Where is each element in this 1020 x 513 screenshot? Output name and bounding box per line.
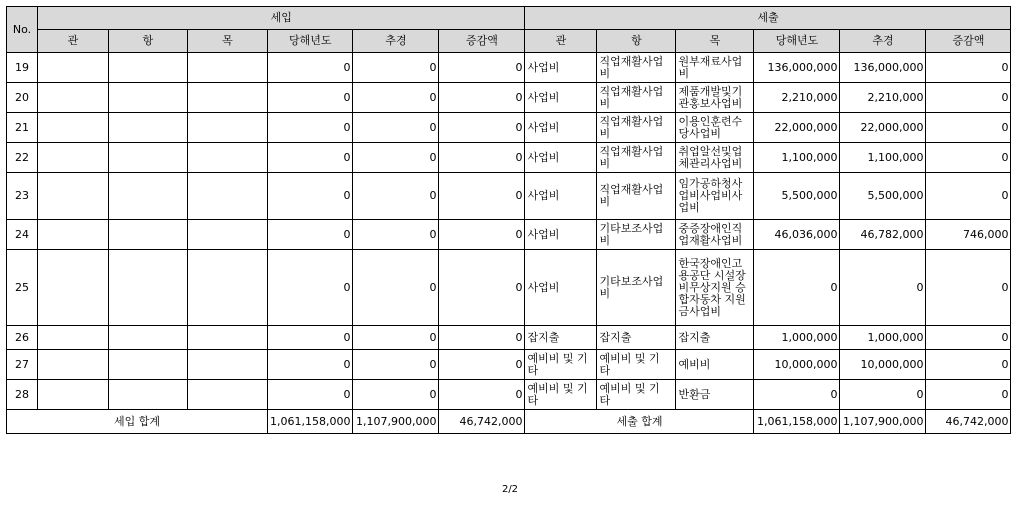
row-number: 23 [7,173,38,220]
expense-supplementary: 0 [840,250,926,326]
revenue-mok [188,53,268,83]
revenue-col-gwan: 관 [38,30,109,53]
revenue-current-year: 0 [268,250,353,326]
expense-mok: 이용인훈련수 당사업비 [676,113,754,143]
expense-current-year: 136,000,000 [754,53,840,83]
expense-change: 0 [926,83,1011,113]
expense-mok: 중증장애인직 업재활사업비 [676,220,754,250]
revenue-supplementary: 0 [353,326,439,350]
revenue-mok [188,113,268,143]
row-number: 28 [7,380,38,410]
expense-gwan: 사업비 [525,143,597,173]
expense-hang: 직업재활사업 비 [597,173,676,220]
revenue-supplementary: 0 [353,220,439,250]
expense-change: 0 [926,326,1011,350]
expense-total-supplementary: 1,107,900,000 [840,410,926,434]
expense-current-year: 10,000,000 [754,350,840,380]
revenue-col-current-year: 당해년도 [268,30,353,53]
table-row [7,113,1011,143]
revenue-gwan [38,220,109,250]
revenue-supplementary: 0 [353,113,439,143]
row-number: 22 [7,143,38,173]
revenue-col-change: 증감액 [439,30,525,53]
revenue-gwan [38,326,109,350]
expense-hang: 기타보조사업 비 [597,250,676,326]
expense-supplementary: 5,500,000 [840,173,926,220]
table-row [7,250,1011,326]
revenue-mok [188,326,268,350]
revenue-mok [188,350,268,380]
revenue-gwan [38,173,109,220]
table-row [7,380,1011,410]
revenue-header: 세입 [38,7,525,30]
row-number: 19 [7,53,38,83]
revenue-mok [188,83,268,113]
revenue-change: 0 [439,83,525,113]
revenue-change: 0 [439,326,525,350]
expense-current-year: 1,100,000 [754,143,840,173]
expense-current-year: 1,000,000 [754,326,840,350]
expense-hang: 잡지출 [597,326,676,350]
row-number: 24 [7,220,38,250]
expense-current-year: 46,036,000 [754,220,840,250]
revenue-hang [109,220,188,250]
expense-hang: 기타보조사업 비 [597,220,676,250]
revenue-supplementary: 0 [353,350,439,380]
expense-hang: 예비비 및 기 타 [597,350,676,380]
expense-supplementary: 0 [840,380,926,410]
expense-change: 746,000 [926,220,1011,250]
revenue-gwan [38,83,109,113]
expense-mok: 반환금 [676,380,754,410]
expense-col-mok: 목 [676,30,754,53]
revenue-gwan [38,350,109,380]
expense-gwan: 사업비 [525,220,597,250]
expense-gwan: 예비비 및 기 타 [525,380,597,410]
revenue-current-year: 0 [268,326,353,350]
expense-current-year: 2,210,000 [754,83,840,113]
expense-supplementary: 2,210,000 [840,83,926,113]
page-indicator: 2/2 [501,484,519,495]
expense-supplementary: 10,000,000 [840,350,926,380]
revenue-current-year: 0 [268,220,353,250]
revenue-gwan [38,380,109,410]
expense-current-year: 0 [754,380,840,410]
no-header: No. [7,7,38,53]
revenue-current-year: 0 [268,350,353,380]
revenue-change: 0 [439,380,525,410]
revenue-col-mok: 목 [188,30,268,53]
revenue-col-supplementary: 추경 [353,30,439,53]
expense-mok: 한국장애인고 용공단 시설장 비무상지원 승 합자동차 지원 금사업비 [676,250,754,326]
expense-change: 0 [926,143,1011,173]
expense-total-change: 46,742,000 [926,410,1011,434]
table-row [7,53,1011,83]
expense-current-year: 0 [754,250,840,326]
table-row [7,143,1011,173]
expense-change: 0 [926,53,1011,83]
expense-gwan: 사업비 [525,53,597,83]
revenue-mok [188,173,268,220]
expense-hang: 예비비 및 기 타 [597,380,676,410]
revenue-hang [109,83,188,113]
revenue-hang [109,53,188,83]
row-number: 21 [7,113,38,143]
revenue-change: 0 [439,220,525,250]
revenue-mok [188,220,268,250]
revenue-current-year: 0 [268,113,353,143]
table-header [7,7,1011,53]
revenue-current-year: 0 [268,143,353,173]
revenue-change: 0 [439,113,525,143]
revenue-supplementary: 0 [353,53,439,83]
row-number: 26 [7,326,38,350]
expense-gwan: 사업비 [525,113,597,143]
revenue-hang [109,350,188,380]
expense-change: 0 [926,250,1011,326]
expense-mok: 취업알선및업 체관리사업비 [676,143,754,173]
expense-header: 세출 [525,7,1011,30]
expense-gwan: 잡지출 [525,326,597,350]
revenue-gwan [38,113,109,143]
revenue-mok [188,250,268,326]
expense-mok: 예비비 [676,350,754,380]
expense-col-hang: 항 [597,30,676,53]
expense-supplementary: 1,000,000 [840,326,926,350]
revenue-change: 0 [439,143,525,173]
expense-mok: 원부재료사업 비 [676,53,754,83]
revenue-change: 0 [439,53,525,83]
expense-col-supplementary: 추경 [840,30,926,53]
revenue-change: 0 [439,173,525,220]
revenue-hang [109,173,188,220]
revenue-change: 0 [439,250,525,326]
table-row [7,326,1011,350]
expense-current-year: 5,500,000 [754,173,840,220]
expense-mok: 임가공하청사 업비사업비사 업비 [676,173,754,220]
expense-change: 0 [926,350,1011,380]
expense-supplementary: 136,000,000 [840,53,926,83]
revenue-current-year: 0 [268,380,353,410]
expense-gwan: 사업비 [525,83,597,113]
revenue-col-hang: 항 [109,30,188,53]
expense-hang: 직업재활사업 비 [597,143,676,173]
expense-gwan: 사업비 [525,173,597,220]
revenue-supplementary: 0 [353,250,439,326]
revenue-current-year: 0 [268,83,353,113]
expense-total-label: 세출 합계 [525,410,754,434]
expense-col-current-year: 당해년도 [754,30,840,53]
expense-mok: 제품개발및기 관홍보사업비 [676,83,754,113]
revenue-supplementary: 0 [353,380,439,410]
row-number: 20 [7,83,38,113]
expense-change: 0 [926,380,1011,410]
revenue-total-current-year: 1,061,158,000 [268,410,353,434]
revenue-mok [188,380,268,410]
revenue-supplementary: 0 [353,143,439,173]
revenue-current-year: 0 [268,173,353,220]
expense-hang: 직업재활사업 비 [597,83,676,113]
revenue-total-change: 46,742,000 [439,410,525,434]
revenue-change: 0 [439,350,525,380]
table-row [7,350,1011,380]
budget-table [6,6,1011,434]
revenue-gwan [38,143,109,173]
expense-supplementary: 46,782,000 [840,220,926,250]
revenue-hang [109,113,188,143]
expense-supplementary: 1,100,000 [840,143,926,173]
expense-gwan: 사업비 [525,250,597,326]
revenue-hang [109,326,188,350]
expense-total-current-year: 1,061,158,000 [754,410,840,434]
revenue-total-supplementary: 1,107,900,000 [353,410,439,434]
expense-hang: 직업재활사업 비 [597,113,676,143]
table-row [7,173,1011,220]
revenue-hang [109,250,188,326]
revenue-hang [109,143,188,173]
revenue-mok [188,143,268,173]
revenue-hang [109,380,188,410]
expense-change: 0 [926,173,1011,220]
table-row [7,220,1011,250]
revenue-current-year: 0 [268,53,353,83]
expense-col-change: 증감액 [926,30,1011,53]
table-body [7,53,1011,434]
table-row [7,83,1011,113]
revenue-supplementary: 0 [353,173,439,220]
expense-hang: 직업재활사업 비 [597,53,676,83]
expense-supplementary: 22,000,000 [840,113,926,143]
expense-change: 0 [926,113,1011,143]
revenue-total-label: 세입 합계 [7,410,268,434]
expense-current-year: 22,000,000 [754,113,840,143]
totals-row [7,410,1011,434]
expense-mok: 잡지출 [676,326,754,350]
row-number: 27 [7,350,38,380]
revenue-gwan [38,53,109,83]
revenue-supplementary: 0 [353,83,439,113]
row-number: 25 [7,250,38,326]
expense-col-gwan: 관 [525,30,597,53]
expense-gwan: 예비비 및 기 타 [525,350,597,380]
revenue-gwan [38,250,109,326]
